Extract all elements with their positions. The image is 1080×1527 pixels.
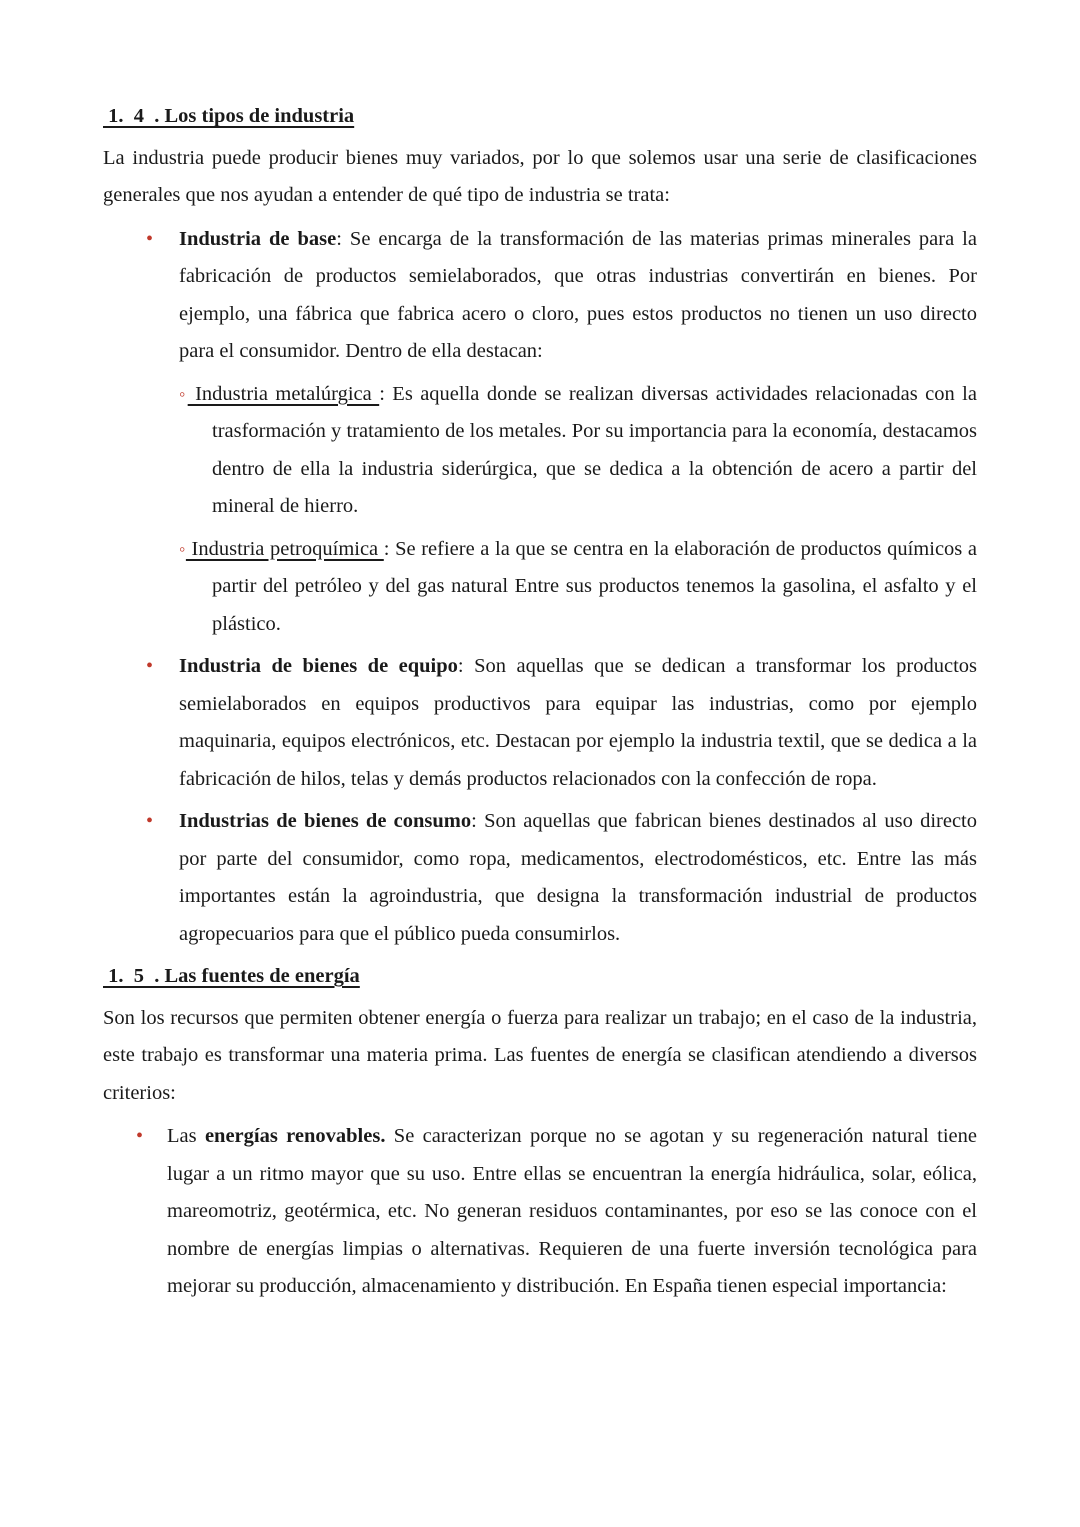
- list-item-industria-base: [103, 221, 977, 371]
- bullet-icon: •: [146, 810, 154, 832]
- description-metalurgica: : Es aquella donde se realizan diversas actividades relacionadas con la trasformación y tratamiento de los metales. Por su importancia para la economía, destacamos dentro de ella la industria siderúrgica, que se dedica a la obtención de acero a partir del mineral de hierro.: [212, 382, 977, 517]
- description-bienes-equipo: : Son aquellas que se dedican a transformar los productos semielaborados en equipos productivos para equipar las industrias, como por ejemplo maquinaria, equipos electrónicos, etc. Destacan por ejemplo la industria textil, que se dedica a la fabricación de hilos, telas y demás productos relacionados con la confección de ropa.: [179, 655, 977, 790]
- sublist-item-petroquimica: [103, 531, 977, 644]
- term-industria-base: Industria de base: [179, 227, 337, 250]
- intro-paragraph-energia: Son los recursos que permiten obtener energía o fuerza para realizar un trabajo; en el caso de la industria, este trabajo es transformar una materia prima. Las fuentes de energía se clasifican atendiendo a diversos criterios:: [103, 1006, 977, 1104]
- prefix-renovables: Las: [167, 1125, 205, 1147]
- list-item-bienes-consumo: [103, 803, 977, 953]
- term-metalurgica: Industria metalúrgica: [187, 382, 380, 405]
- list-item-bienes-equipo: [103, 648, 977, 798]
- list-item-energias-renovables: [103, 1118, 977, 1306]
- section-heading-tipos-industria: 1. 4 . Los tipos de industria: [103, 105, 355, 127]
- circle-bullet-icon: ◦: [179, 383, 188, 404]
- description-industria-base: : Se encarga de la transformación de las materias primas minerales para la fabricación de productos semielaborados, que otras industrias convertirán en bienes. Por ejemplo, una fábrica que fabrica acero o cloro, pues estos productos no tienen un uso directo para el consumidor. Dentro de ella destacan:: [179, 227, 977, 362]
- bullet-icon: •: [146, 227, 154, 250]
- intro-paragraph-industria: La industria puede producir bienes muy variados, por lo que solemos usar una serie de clasificaciones generales que nos ayudan a entender de qué tipo de industria se trata:: [103, 146, 977, 206]
- description-petroquimica: : Se refiere a la que se centra en la elaboración de productos químicos a partir del petróleo y del gas natural Entre sus productos tenemos la gasolina, el asfalto y el plástico.: [212, 537, 977, 635]
- section-heading-fuentes-energia: 1. 5 . Las fuentes de energía: [103, 965, 360, 987]
- sublist-item-metalurgica: [103, 376, 977, 526]
- term-bienes-consumo: Industrias de bienes de consumo: [179, 810, 472, 832]
- document-page: [103, 98, 977, 1311]
- description-bienes-consumo: : Son aquellas que fabrican bienes destinados al uso directo por parte del consumidor, como ropa, medicamentos, electrodomésticos, etc. Entre las más importantes están la agroindustria, que designa la transformación industrial de productos agropecuarios para que el público pueda consumirlos.: [179, 810, 977, 945]
- description-energias-renovables: Se caracterizan porque no se agotan y su regeneración natural tiene lugar a un ritmo mayor que su uso. Entre ellas se encuentran la energía hidráulica, solar, eólica, mareomotriz, geotérmica, etc. No generan residuos contaminantes, por eso se las conoce con el nombre de energías limpias o alternativas. Requieren de una fuerte inversión tecnológica para mejorar su producción, almacenamiento y distribución. En España tienen especial importancia:: [167, 1125, 977, 1297]
- bullet-icon: •: [146, 655, 154, 677]
- term-petroquimica: Industria petroquímica: [185, 537, 384, 560]
- bullet-icon: •: [136, 1125, 144, 1147]
- circle-bullet-icon: ◦: [179, 538, 186, 559]
- term-bienes-equipo: Industria de bienes de equipo: [179, 655, 458, 677]
- term-energias-renovables: energías renovables.: [204, 1125, 386, 1147]
